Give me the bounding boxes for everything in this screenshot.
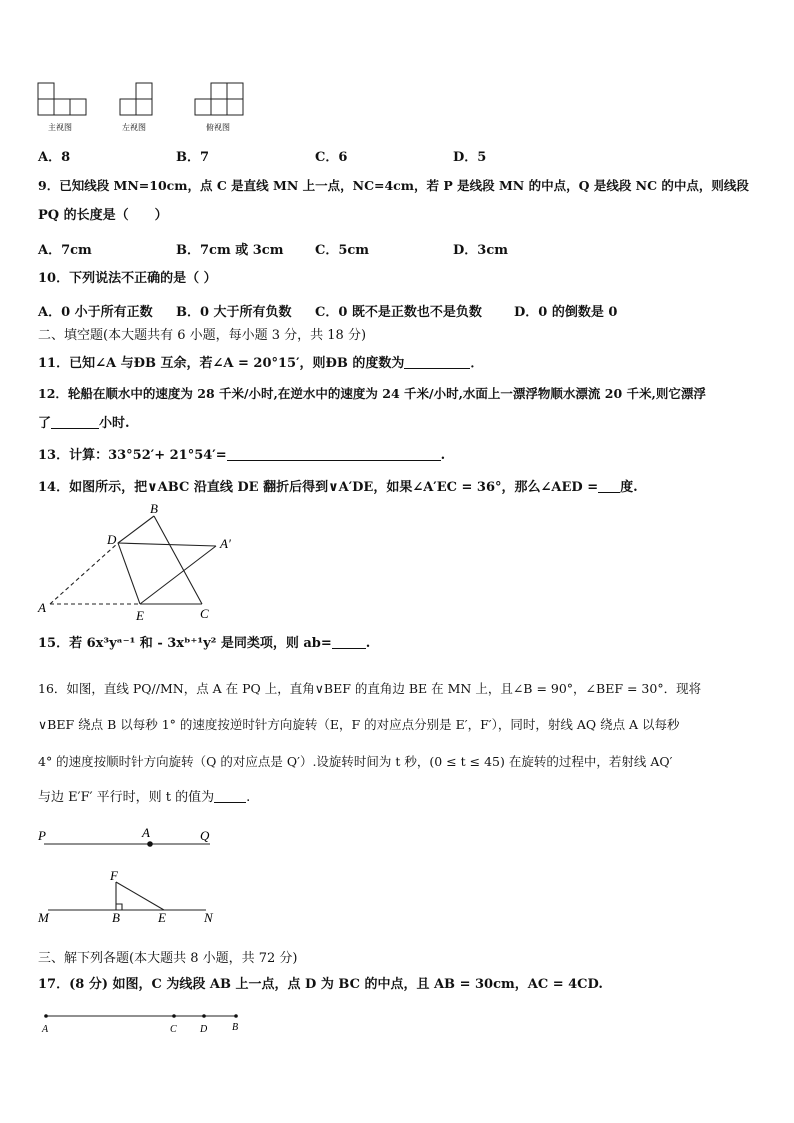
q16-stem-line2: ∨BEF 绕点 B 以每秒 1° 的速度按逆时针方向旋转（E，F 的对应点分别是 E′，F′），同时，射线 AQ 绕点 A 以每秒 (38, 717, 680, 732)
q14-label-b: B (150, 502, 158, 516)
q10-option-a: A．0 小于所有正数 (38, 305, 153, 320)
q8-option-b: B．7 (176, 150, 210, 165)
q14-label-c: C (200, 606, 209, 621)
q8-option-c: C．6 (315, 150, 348, 165)
q16-label-e: E (158, 910, 166, 925)
q11-text: 11．已知∠A 与ÐB 互余，若∠A = 20°15′，则ÐB 的度数为 (38, 356, 405, 371)
q16-stem-line1: 16．如图，直线 PQ//MN，点 A 在 PQ 上，直角∨BEF 的直角边 BE 在 MN 上，且∠B = 90°，∠BEF = 30°．现将 (38, 681, 702, 696)
q9-option-c: C．5cm (315, 243, 370, 258)
q13-stem (38, 447, 445, 465)
q16-figure (30, 822, 230, 930)
q16-label-b: B (112, 910, 120, 925)
q11-stem (38, 355, 483, 373)
q12-text-a: 了 (38, 416, 52, 431)
q17-label-c: C (170, 1024, 177, 1035)
q8-option-d: D．5 (453, 150, 487, 165)
section-2-heading: 二、填空题(本大题共有 6 小题，每小题 3 分，共 18 分) (38, 328, 367, 343)
q15-end: . (365, 636, 371, 651)
q16-stem-line3: 4° 的速度按顺时针方向旋转（Q 的对应点是 Q′）.设旋转时间为 t 秒，(0 ≤ t ≤ 45) 在旋转的过程中，若射线 AQ′ (38, 754, 673, 769)
q13-end: . (440, 448, 446, 463)
q15-stem (38, 635, 370, 653)
q14-end: 度. (620, 480, 638, 495)
q12-stem-line2 (38, 415, 130, 433)
q14-figure (30, 502, 250, 622)
q14-answer-blank[interactable] (598, 479, 620, 493)
q12-text-b: 小时. (99, 416, 130, 431)
q14-label-a-prime: A′ (220, 536, 231, 551)
q16-label-p: P (38, 828, 46, 843)
q11-answer-blank[interactable] (404, 355, 470, 369)
q17-label-b: B (232, 1022, 239, 1033)
q10-option-c: C．0 既不是正数也不是负数 (315, 305, 482, 320)
q13-answer-blank[interactable] (227, 447, 441, 461)
front-view-caption: 主视图 (48, 123, 72, 132)
q14-label-a: A (38, 600, 46, 615)
q16-stem-line4 (38, 789, 250, 807)
q12-answer-blank[interactable] (51, 415, 99, 429)
q9-option-d: D．3cm (453, 243, 508, 258)
q16-answer-blank[interactable] (214, 789, 246, 803)
section-3-heading: 三、解下列各题(本大题共 8 小题，共 72 分) (38, 951, 298, 966)
top-view-caption: 俯视图 (206, 123, 230, 132)
q16-text: 与边 E′F′ 平行时，则 t 的值为 (38, 790, 215, 805)
q17-figure (36, 1008, 256, 1038)
q16-end: . (246, 790, 251, 805)
q15-text: 15．若 6x³yᵃ⁻¹ 和 - 3xᵇ⁺¹y² 是同类项，则 ab= (38, 636, 332, 651)
q9-option-b: B．7cm 或 3cm (176, 243, 284, 258)
q14-text: 14．如图所示，把∨ABC 沿直线 DE 翻折后得到∨A′DE，如果∠A′EC = 36°，那么∠AED = (38, 480, 599, 495)
q8-option-a: A．8 (38, 150, 71, 165)
q16-label-q: Q (200, 828, 210, 843)
q14-label-d: D (107, 532, 117, 547)
q17-label-a: A (42, 1024, 49, 1035)
q16-label-f: F (110, 868, 118, 883)
left-view-caption: 左视图 (122, 123, 146, 132)
q11-end: ． (470, 356, 484, 371)
q17-label-d: D (200, 1024, 208, 1035)
q9-stem-line2: PQ 的长度是（ ） (38, 208, 168, 223)
q12-stem-line1: 12．轮船在顺水中的速度为 28 千米/小时,在逆水中的速度为 24 千米/小时,水面上一漂浮物顺水漂流 20 千米,则它漂浮 (38, 386, 706, 401)
q9-stem-line1: 9．已知线段 MN=10cm，点 C 是直线 MN 上一点，NC=4cm，若 P 是线段 MN 的中点，Q 是线段 NC 的中点，则线段 (38, 178, 749, 193)
q16-label-a: A (142, 825, 150, 840)
q9-option-a: A．7cm (38, 243, 92, 258)
q14-stem (38, 479, 638, 497)
q14-label-e: E (136, 608, 144, 622)
q15-answer-blank[interactable] (332, 635, 366, 649)
q13-text: 13．计算：33°52′+ 21°54′= (38, 448, 227, 463)
q16-label-m: M (38, 910, 49, 925)
q17-stem: 17．(8 分) 如图，C 为线段 AB 上一点，点 D 为 BC 的中点，且 AB = 30cm，AC = 4CD. (38, 977, 603, 992)
q10-option-d: D．0 的倒数是 0 (514, 305, 618, 320)
q16-label-n: N (204, 910, 213, 925)
q10-option-b: B．0 大于所有负数 (176, 305, 292, 320)
q10-stem: 10．下列说法不正确的是（ ） (38, 271, 217, 286)
